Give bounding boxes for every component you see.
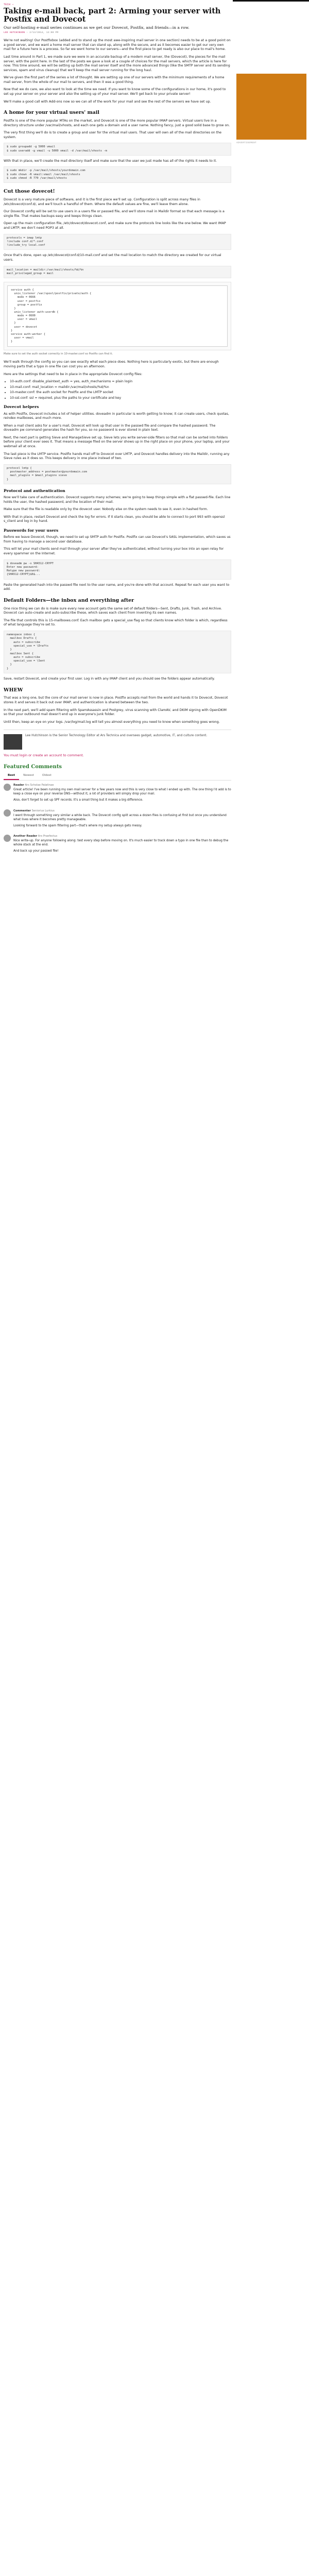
article-subtitle: Our self-hosting e-mail series continues as we get our Dovecot, Postfix, and friends—in a row. xyxy=(4,25,190,30)
login-to-comment-link[interactable]: You must login or create an account to comment. xyxy=(4,754,84,758)
section-heading: A home for your virtual users' mail xyxy=(4,110,99,116)
body-paragraph: The file that controls this is 15-mailboxes.conf. Each mailbox gets a special_use flag so that clients know which folder is which, regardless of what language they're set to. xyxy=(4,618,228,627)
ad-label: ADVERTISEMENT xyxy=(236,142,257,144)
byline xyxy=(4,31,231,35)
comment-meta xyxy=(13,784,231,787)
byline-meta: – 2/13/2014, 12:00 PM xyxy=(26,31,59,35)
body-paragraph: The last piece is the LMTP service. Postfix hands mail off to Dovecot over LMTP, and Dovecot handles delivery into the Maildir, running any Sieve rules as it does so. This keeps delivery in one place instead of two. xyxy=(4,452,230,461)
author-bio: Lee Hutchinson is the Senior Technology Editor at Ars Technica and oversees gadget, automotive, IT, and culture content. xyxy=(25,734,208,738)
comment-meta xyxy=(13,835,231,838)
comments-heading: Featured Comments xyxy=(4,764,62,770)
body-paragraph: We'll walk through the config so you can see exactly what each piece does. Nothing here is particularly exotic, but there are enough moving parts that a typo in one file can cost you an afternoon. xyxy=(4,360,219,368)
body-paragraph: Postfix is one of the more popular MTAs on the market, and Dovecot is one of the more popular IMAP servers. Virtual users live in a directory structure under /var/mail/vhosts, and each one gets a domain and a user name. Nothing fancy, just a good solid base to grow on. xyxy=(4,119,230,127)
code-block: protocol lmtp { postmaster_address = postmaster@yourdomain.com mail_plugins = $mail_plugins sieve } xyxy=(4,464,231,484)
intro-paragraph: We're not waiting! Our Postfixbox (added and to stand up the most awe-inspiring mail server in one section) needs to be at a good point on a good server, and we want a home mail server that can stand up, along with the secure, and as it becomes easier to get our very own mail for a future here is a process. So far we went home to our servers—and the first piece to get ready is also our place to mail's home. xyxy=(4,39,231,52)
comment-text: Nice write-up. For anyone following along: test every step before moving on. It's much easier to track down a typo in one file than to debug the whole stack at the end. xyxy=(13,839,229,847)
body-paragraph: In the next part, we'll add spam filtering with SpamAssassin and Postgrey, virus scanning with ClamAV, and DKIM signing with OpenDKIM so that your outbound mail doesn't end up in everyone's junk folder. xyxy=(4,708,227,717)
sidebar-top-bar xyxy=(233,0,309,2)
avatar[interactable] xyxy=(4,835,11,842)
config-figure[interactable] xyxy=(4,282,231,350)
body-paragraph: Paste the generated hash into the passwd file next to the user name, and you're done with that account. Repeat for each user you want to add. xyxy=(4,583,230,591)
figure-caption: Make sure to set the auth socket correctly in 10-master.conf so Postfix can find it. xyxy=(4,352,113,356)
body-paragraph: Before we leave Dovecot, though, we need to set up SMTP auth for Postfix. Postfix can use Dovecot's SASL implementation, which saves us from having to manage a second user database. xyxy=(4,535,231,544)
avatar[interactable] xyxy=(4,784,11,791)
comment xyxy=(4,809,231,831)
comment-text: I went through something very similar a while back. The Dovecot config split across a dozen files is confusing at first but once you understand what lives where it becomes pretty manageable. xyxy=(13,814,227,821)
code-block: namespace inbox { mailbox Drafts { auto = subscribe special_use = \Drafts } mailbox Sent { auto = subscribe special_use = \Sent } } xyxy=(4,631,231,673)
list-item: • 10-master.conf: the auth socket for Postfix and the LMTP socket xyxy=(10,391,231,395)
tab-newest[interactable]: Newest xyxy=(23,774,34,777)
code-block: $ doveadm pw -s SHA512-CRYPT Enter new password: Retype new password: {SHA512-CRYPT}$6$... xyxy=(4,560,231,580)
body-paragraph: One nice thing we can do is make sure every new account gets the same set of default folders—Sent, Drafts, Junk, Trash, and Archive. Dovecot can auto-create and auto-subscribe these, which saves each client from inventing its own names. xyxy=(4,606,222,615)
comment-rank: Ars Praefectus xyxy=(38,835,58,838)
intro-paragraph: We've given the first part of the series a lot of thought. We are setting up one of our servers with the minimum requirements of a home mail server, from the whole of our mail to servers, and then it was a good thing. xyxy=(4,76,225,84)
comment xyxy=(4,835,231,856)
body-paragraph: Dovecot is a very mature piece of software, and it is the first piece we'll set up. Configuration is split across many files in /etc/dovecot/conf.d/, and we'll touch a handful of them. Where the default values are fine, we'll leave them alone. xyxy=(4,198,200,206)
comment-text: Also, don't forget to set up SPF records. It's a small thing but it makes a big difference. xyxy=(13,798,143,802)
comment-rank: Seniorius Lurkius xyxy=(31,809,55,812)
comment-body xyxy=(13,784,231,805)
body-paragraph: When a mail client asks for a user's mail, Dovecot will look up that user in the passwd file and compare the hashed password. The doveadm pw command generates the hash for you, so no password is ever stored in plain text. xyxy=(4,423,216,432)
list-item: • 10-ssl.conf: ssl = required, plus the paths to your certificate and key xyxy=(10,396,231,401)
list-item: • 10-auth.conf: disable_plaintext_auth = yes, auth_mechanisms = plain login xyxy=(10,380,231,384)
body-paragraph: As with Postfix, Dovecot includes a lot of helper utilities. doveadm in particular is worth getting to know; it can create users, check quotas, reindex mailboxes, and much more. xyxy=(4,412,229,420)
code-block: mail_location = maildir:/var/mail/vhosts/%d/%n mail_privileged_group = mail xyxy=(4,266,231,279)
comment xyxy=(4,784,231,805)
intro-paragraph: Now that we do care, we also want to look at the time we need. If you want to know some of the configurations in our home, it's good to set up your server on your server and also the setting up of your mail server. We'll get back to your private server! xyxy=(4,88,226,96)
body-paragraph: Make sure that the file is readable only by the dovecot user. Nobody else on the system needs to see it, even in hashed form. xyxy=(4,507,208,512)
comment-author[interactable]: Commenter xyxy=(13,809,31,812)
intro-paragraph: Last time around in Part 1, we made sure we were in an accurate backup of a modern mail server, the (Dovecot), the pieces for the mail server, with the point here. In the last of the posts we gave a look at a couple of choices for the mail servers, which the article is here for now. This time around, we will be setting up both the mail server itself and the more advanced things (like the SMTP server and its sending services, spam and virus cleanup) that we'll keep the mail server running for the long haul. xyxy=(4,55,230,72)
body-paragraph: With that in place, restart Dovecot and check the log for errors. If it starts clean, you should be able to connect to port 993 with openssl s_client and log in by hand. xyxy=(4,515,225,523)
list-item: • 10-mail.conf: mail_location = maildir:/var/mail/vhosts/%d/%n xyxy=(10,385,231,390)
comment-author[interactable]: Another Reader xyxy=(13,835,38,838)
sidebar xyxy=(233,0,309,2576)
article-column xyxy=(0,0,231,860)
section-heading: Cut those dovecot! xyxy=(4,189,55,195)
code-block: $ sudo mkdir -p /var/mail/vhosts/yourdomain.com $ sudo chown -R vmail:vmail /var/mail/vhosts $ sudo chmod -R 770 /var/mail/vhosts xyxy=(4,166,231,183)
author-photo[interactable] xyxy=(4,734,22,750)
article-title: Taking e-mail back, part 2: Arming your server with Postfix and Dovecot xyxy=(4,6,221,24)
code-block: protocols = imap lmtp !include conf.d/*.conf !include_try local.conf xyxy=(4,234,231,250)
avatar[interactable] xyxy=(4,809,11,817)
section-heading: WHEW xyxy=(4,687,23,693)
body-paragraph: Until then, keep an eye on your logs. /var/log/mail.log will tell you almost everything you need to know when something goes wrong. xyxy=(4,720,220,724)
byline-author[interactable]: LEE HUTCHINSON xyxy=(4,31,25,35)
comment-rank: Ars Scholae Palatinae xyxy=(25,784,54,787)
settings-list xyxy=(4,380,231,400)
code-block: $ sudo groupadd -g 5000 vmail $ sudo useradd -g vmail -u 5000 vmail -d /var/mail/vhosts -m xyxy=(4,143,231,156)
body-paragraph: Now we'll take care of authentication. Dovecot supports many schemes; we're going to keep things simple with a flat passwd-file. Each line holds the user, the hashed password, and the location of their mail. xyxy=(4,496,231,504)
advertisement-banner[interactable] xyxy=(236,74,306,140)
section-heading: Protocol and authentication xyxy=(4,488,65,493)
section-heading: Passwords for your users xyxy=(4,528,59,533)
author-promo xyxy=(4,734,231,750)
comment-body xyxy=(13,809,231,831)
comment-tabs xyxy=(4,773,231,781)
body-paragraph: That was a long one, but the core of our mail server is now in place. Postfix accepts mail from the world and hands it to Dovecot, Dovecot stores it and serves it back out over IMAP, and authentication is shared between the two. xyxy=(4,696,228,705)
comment-body xyxy=(13,835,231,856)
comment-text: Looking forward to the spam filtering part—that's where my setup always gets messy. xyxy=(13,824,142,827)
tab-oldest[interactable]: Oldest xyxy=(42,774,52,777)
figure-content: service auth { unix_listener /var/spool/postfix/private/auth { mode = 0666 user = postfix group = postfix } unix_listener auth-userdb { mode = 0600 user = vmail } user = dovecot } service auth-worker { user = vmail } xyxy=(7,285,228,347)
section-kicker[interactable]: TECH — xyxy=(4,3,14,6)
section-heading: Default Folders—the inbox and everything after xyxy=(4,597,134,603)
comment-text: Great article! I've been running my own mail server for a few years now and this is very close to what I ended up with. The one thing I'd add is to keep a close eye on your reverse DNS—without it, a lot of providers will simply drop your mail. xyxy=(13,788,231,795)
body-paragraph: Once that's done, open up /etc/dovecot/conf.d/10-mail.conf and set the mail location to match the directory we created for our virtual users. xyxy=(4,253,221,262)
comment-meta xyxy=(13,809,231,813)
section-heading: Dovecot helpers xyxy=(4,404,39,410)
intro-paragraph: We'll make a good call with Add-ons now so we can all of the work for your mail and see the rest of the servers we have set up. xyxy=(4,99,211,104)
body-paragraph: Open up the main configuration file, /etc/dovecot/dovecot.conf, and make sure the protocols line looks like the one below. We want IMAP and LMTP; we don't need POP3 at all. xyxy=(4,222,226,230)
body-paragraph: This will let your mail clients send mail through your server after they've authenticated, without turning your box into an open relay for every spammer on the Internet. xyxy=(4,547,224,555)
comment-text: And back up your passwd file! xyxy=(13,850,59,853)
body-paragraph: Save, restart Dovecot, and create your first user. Log in with any IMAP client and you should see the folders appear automatically. xyxy=(4,677,215,681)
comment-author[interactable]: Reader xyxy=(13,784,24,787)
body-paragraph: With that in place, we'll create the mail directory itself and make sure that the user we just made has all of the rights it needs to it. xyxy=(4,159,217,163)
tab-best[interactable]: Best xyxy=(4,773,19,780)
body-paragraph: Next, the next part is getting Sieve and ManageSieve set up. Sieve lets you write server-side filters so that mail can be sorted into folders before your client ever sees it. That means a message filed on the server shows up in the right place on your phone, your laptop, and your webmail all at once. xyxy=(4,435,230,448)
body-paragraph: Here are the settings that need to be in place in the appropriate Dovecot config files: xyxy=(4,372,143,376)
body-paragraph: The very first thing we'll do is to create a group and user for the virtual mail users. That user will own all of the mail directories on the system. xyxy=(4,131,222,139)
body-paragraph: Our Dovecot config will be set to use users in a users file or passwd file, and we'll store mail in Maildir format so that each message is a single file. That makes backups easy and keeps things clean. xyxy=(4,210,225,218)
